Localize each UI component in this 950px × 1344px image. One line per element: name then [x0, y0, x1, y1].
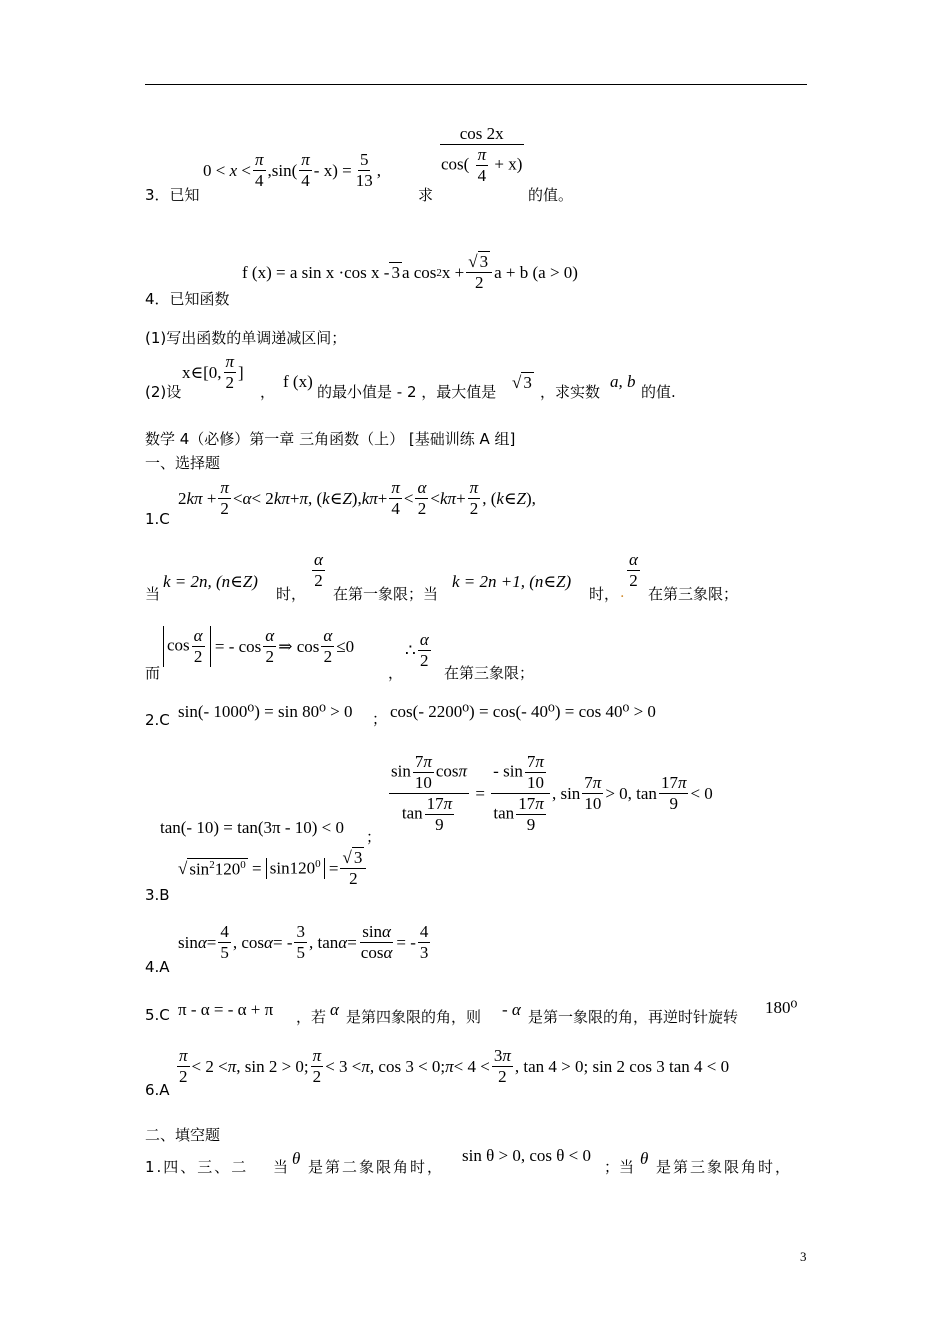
- a3-label: 3.B: [145, 886, 170, 904]
- a2-big-fraction: sin $\frac{7\pi}{10}$ cosπ tan $\frac{17\pi}{9}$ = - sin $\frac{7\pi}{10}$ tan $\frac{17\pi}{9}$ , sin $\frac{7\pi}{10}$ > 0, tan $\frac{17\pi}{9}$ < 0: [391, 752, 713, 834]
- f1-label: 1.四、三、二: [145, 1158, 249, 1176]
- f1-theta-2: θ: [640, 1149, 649, 1168]
- q4-part2-d: ，求实数: [540, 383, 601, 401]
- a2-expr1: sin(- 1000⁰) = sin 80⁰ > 0: [178, 702, 353, 721]
- f1-text-b: 是第二象限角时，: [308, 1158, 445, 1176]
- a4-label: 4.A: [145, 958, 170, 976]
- a1-line2-d: 时，: [589, 585, 620, 603]
- a1-alpha-half-1: $\frac{\alpha}{2}$: [314, 550, 323, 590]
- q3-mid-text: 求: [418, 186, 434, 204]
- a5-label: 5.C: [145, 1006, 170, 1024]
- q3-condition: 0 < x < $\frac{\pi}{4}$ ,sin( $\frac{\pi}{4}$ - x) = $\frac{5}{13}$ ,: [203, 150, 381, 190]
- q3-tail: 的值。: [528, 186, 574, 204]
- part-two-heading: 二、填空题: [145, 1126, 221, 1144]
- a1-line3-comma: ，: [388, 664, 404, 682]
- a1-line3-tail: 在第三象限；: [444, 664, 535, 682]
- f1-expr: sin θ > 0, cos θ < 0: [462, 1146, 591, 1165]
- q4-ab: a, b: [610, 372, 636, 391]
- a4-expr: sin α = $\frac{4}{5}$ , cos α = - $\frac{3}{5}$ , tan α = $\frac{\sin\alpha}{\cos\alpha}$ = - $\frac{4}{3}$: [178, 922, 429, 962]
- q4-interval: x∈[0, $\frac{\pi}{2}$ ]: [182, 352, 244, 392]
- a5-expr: π - α = - α + π: [178, 1000, 274, 1019]
- q4-part1: (1)写出函数的单调递减区间；: [145, 329, 347, 347]
- q4-sqrt3: √ 3: [512, 372, 532, 392]
- a6-expr: $\frac{\pi}{2}$ < 2 < π , sin 2 > 0; $\frac{\pi}{2}$ < 3 < π , cos 3 < 0; π < 4 < $\frac{3\pi}{2}$ , tan 4 > 0; sin 2 cos 3 tan 4 < 0: [179, 1046, 730, 1086]
- q3-label: 3．已知: [145, 186, 200, 204]
- a6-label: 6.A: [145, 1081, 170, 1099]
- q4-part2-b: ，: [260, 383, 276, 401]
- a1-line2-c: 在第一象限；当: [333, 585, 439, 603]
- q4-formula: f (x) = a sin x ·cos x - 3 a cos 2 x + $\frac{√ 3}{2}$ a + b (a > 0): [242, 252, 578, 292]
- q4-part2-a: (2)设: [145, 383, 182, 401]
- a5-deg: 180⁰: [765, 998, 798, 1017]
- a2-semi-2: ；: [366, 828, 382, 846]
- a5-neg-alpha: - α: [502, 1000, 521, 1019]
- a3-expr: √ $\sin^2120^0$ = $\sin 120^0$ = $\frac{√ 3}{2}$: [178, 848, 368, 889]
- f1-text-d: 是第三象限角时，: [656, 1158, 793, 1176]
- f1-text-c: ；当: [604, 1158, 635, 1176]
- f1-text-a: 当: [273, 1158, 289, 1176]
- a5-text-a: ，若: [296, 1008, 327, 1026]
- a2-expr3: tan(- 10) = tan(3π - 10) < 0: [160, 818, 345, 837]
- a2-expr2: cos(- 2200⁰) = cos(- 40⁰) = cos 40⁰ > 0: [390, 702, 656, 721]
- a1-k1: k = 2n, (n∈Z): [163, 572, 258, 591]
- q4-part2-e: 的值.: [641, 383, 676, 401]
- a1-expr: 2 kπ + $\frac{\pi}{2}$ < α < 2 kπ + π , ( k ∈ Z ), kπ + $\frac{\pi}{4}$ < $\frac{\alpha}{2}$ < kπ + $\frac{\pi}{2}$ , ( k ∈ Z ),: [178, 478, 536, 518]
- a1-line3-expr: cos $\frac{\alpha}{2}$ = - cos $\frac{\alpha}{2}$ ⇒ cos $\frac{\alpha}{2}$ ≤0: [163, 626, 354, 667]
- q4-label: 4．已知函数: [145, 290, 230, 308]
- a1-line2-b: 时，: [276, 585, 307, 603]
- a1-line3-a: 而: [145, 664, 161, 682]
- a1-alpha-half-2: $\frac{\alpha}{2}$: [629, 550, 638, 590]
- a1-line2-e: 在第三象限；: [648, 585, 739, 603]
- q4-part2-c: 的最小值是 - 2 ，最大值是: [317, 383, 497, 401]
- a1-therefore: ∴ $\frac{\alpha}{2}$: [405, 630, 429, 670]
- q4-fx: f (x): [283, 372, 313, 391]
- a2-label: 2.C: [145, 711, 170, 729]
- section-title: 数学 4（必修）第一章 三角函数（上） [基础训练 A 组]: [145, 430, 516, 448]
- header-rule: [145, 84, 807, 85]
- a1-k2: k = 2n +1, (n∈Z): [452, 572, 572, 591]
- a1-line2-a: 当: [145, 585, 161, 603]
- a5-text-b: 是第四象限的角，则: [346, 1008, 482, 1026]
- a5-alpha: α: [330, 1000, 339, 1019]
- q3-target-fraction: cos 2x cos( $\frac{\pi}{4}$ + x): [441, 124, 523, 185]
- page-number: 3: [800, 1249, 807, 1264]
- a5-text-c: 是第一象限的角，再逆时针旋转: [528, 1008, 739, 1026]
- marker-dot: .: [620, 585, 625, 601]
- part-one-heading: 一、选择题: [145, 454, 221, 472]
- a1-label: 1.C: [145, 510, 170, 528]
- a2-semi: ；: [372, 710, 388, 728]
- f1-theta: θ: [292, 1149, 301, 1168]
